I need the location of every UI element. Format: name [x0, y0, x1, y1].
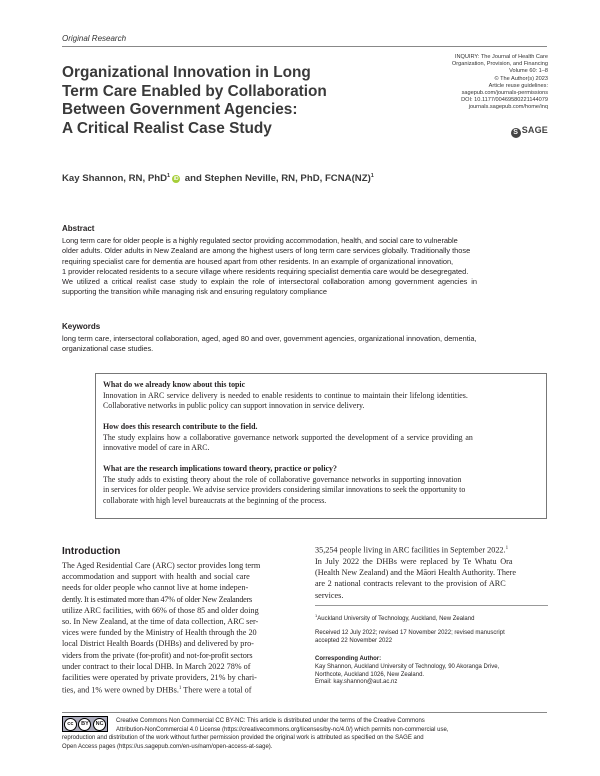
article-title [62, 64, 392, 138]
author-name: Kay Shannon, RN, PhD [62, 173, 168, 185]
journal-info-line: Article reuse guidelines: [488, 82, 548, 89]
section-label: Original Research [62, 34, 127, 43]
key-point-item [103, 464, 541, 506]
email-link[interactable]: Email: kay.shannon@aut.ac.nz [315, 679, 398, 686]
abstract-line: We utilized a critical realist case study to explain the role of intersectoral collaboration among government agencies in [62, 277, 477, 287]
journal-info-line: © The Author(s) 2023 [494, 75, 548, 82]
abstract-heading: Abstract [62, 224, 95, 233]
journal-info-link[interactable]: sagepub.com/journals-permissions [461, 90, 548, 97]
title-line: Between Government Agencies: [62, 101, 298, 118]
body-line: accommodation and support with health and social care [62, 572, 250, 582]
journal-info-line: Organization, Provision, and Financing [451, 61, 548, 68]
body-line: ties, and 1% were owned by DHBs.$^1$ There were a total of [62, 685, 252, 695]
keywords-heading: Keywords [62, 322, 101, 331]
author-separator: and [182, 173, 205, 185]
by-icon: BY [78, 718, 91, 731]
doi-link[interactable]: DOI: 10.1177/00469580221144079 [461, 97, 548, 104]
citation-marker[interactable]: 1 [505, 546, 509, 551]
corresponding-author-heading: Corresponding Author: [315, 656, 382, 662]
body-line: The Aged Residential Care (ARC) sector provides long term [62, 561, 261, 570]
footer-divider [62, 712, 547, 713]
key-point-answer: The study adds to existing theory about the role of collaborative governance networks in supporting innovation in services for older people. We advise service providers considering similar innovations to seek the opportunity to collaborate with high level bureaucrats at the beginning of the process. [103, 474, 466, 505]
key-point-question: How does this research contribute to the field. [103, 422, 258, 431]
body-line: local District Health Boards (DHBs) and delivered by pro- [62, 639, 254, 649]
nc-icon: NC [93, 718, 106, 731]
body-line: are 2 national contracts relevant to the provision of ARC [315, 579, 506, 589]
body-line: needs for older people who cannot live at home indepen- [62, 583, 249, 593]
body-line: so. In New Zealand, at the time of data collection, ARC ser- [62, 617, 259, 627]
keywords-text [62, 334, 544, 355]
introduction-heading: Introduction [62, 546, 121, 557]
affiliation-marker: 1 [167, 173, 171, 179]
sage-logo-icon: S [511, 128, 521, 138]
body-line: facilities were operated by private providers, 21% by chari- [62, 673, 257, 683]
body-line: (Health New Zealand) and the Māori Health Authority. There [315, 568, 516, 578]
journal-info-line: INQUIRY: The Journal of Health Care [454, 54, 548, 60]
keywords-line: long term care, intersectoral collaboration, aged, aged 80 and over, government agencies, organizational innovation, dementia, [62, 334, 477, 343]
citation-marker[interactable]: 1 [178, 686, 182, 692]
title-line: Term Care Enabled by Collaboration [62, 82, 327, 100]
introduction-left-column [62, 560, 294, 696]
key-point-answer: Innovation in ARC service delivery is needed to enable residents to continue to maintain their lifelong identities. Collaborative networks in public policy can support innovation in service delivery. [103, 390, 468, 411]
body-line: under contract to their local DHB. In March 2022 78% of [62, 661, 251, 671]
body-line: dently. It is estimated more than 47% of older New Zealanders [62, 594, 252, 604]
abstract-line: requiring specialist care for dementia are housed apart from other residents. In an example of organizational innovation, [62, 256, 454, 266]
journal-info [373, 54, 548, 112]
abstract-line: Long term care for older people is a highly regulated sector providing accommodation, health, and social care to vulnerable [62, 236, 458, 245]
body-line: vices were funded by the Ministry of Health through the 20 [62, 628, 257, 638]
abstract-line: supporting the transition while managing risk and ensuring regulatory compliance [62, 287, 327, 297]
abstract-line: older adults. Older adults in New Zealand are among the highest users of long term care services globally. Traditionally those [62, 246, 471, 256]
introduction-right-column [315, 543, 547, 601]
footnote-divider [315, 605, 548, 606]
received-dates: Received 12 July 2022; revised 17 November 2022; revised manuscript accepted 22 November 2022 [315, 630, 505, 644]
body-line: services. [315, 590, 344, 600]
title-line: Organizational Innovation in Long [62, 64, 311, 81]
title-line: A Critical Realist Case Study [62, 119, 272, 137]
cc-icon: cc [64, 718, 77, 731]
body-line: 35,254 people living in ARC facilities in September 2022.$^1$ [315, 545, 509, 555]
license-text-continued: reproduction and distribution of the work without further permission provided the original work is attributed as specified on the SAGE and Open Access pages (https://us.sagepub.com/en-us/nam/open-access-at-sage). [62, 735, 424, 750]
abstract-line: 1 provider relocated residents to a secure village where residents requiring specialist dementia care would be desegregated. [62, 266, 469, 276]
orcid-icon[interactable]: iD [173, 176, 179, 183]
body-line: viders from the private (for-profit) and not-for-profit sectors [62, 650, 253, 660]
key-point-item [103, 422, 541, 454]
key-point-question: What do we already know about this topic [103, 380, 246, 389]
key-point-question: What are the research implications toward theory, practice or policy? [103, 464, 337, 473]
body-line: In July 2022 the DHBs were replaced by Te Whatu Ora [315, 556, 513, 566]
cc-by-nc-badge[interactable] [62, 716, 108, 732]
author-list [62, 173, 374, 184]
author-name: Stephen Neville, RN, PhD, FCNA(NZ) [204, 173, 371, 185]
journal-home-link[interactable]: journals.sagepub.com/home/inq [468, 104, 548, 111]
affiliation-footnote: $^1$Auckland University of Technology, Auckland, New Zealand [315, 613, 475, 622]
affiliation-marker: 1 [370, 173, 374, 179]
keywords-line: organizational case studies. [62, 344, 154, 354]
corresponding-author: Corresponding Author: Kay Shannon, Auckland University of Technology, 90 Akoranga Drive, Northcote, Auckland 1026, New Zealand. Email: kay.shannon@aut.ac.nz [315, 656, 500, 686]
sage-logo: S SAGE [511, 125, 548, 138]
abstract-text [62, 236, 544, 298]
journal-info-line: Volume 60: 1–8 [509, 68, 548, 75]
key-point-item [103, 380, 541, 412]
license-text: Creative Commons Non Commercial CC BY-NC: This article is distributed under the terms of the Creative Commons Attribution-NonCommercial 4.0 License (https://creativecommons.org/licenses/by-nc/4.0/) which permits non-commercial use, [116, 718, 449, 733]
header-divider [62, 46, 547, 47]
body-line: utilize ARC facilities, with 66% of those 85 and older doing [62, 605, 259, 615]
key-point-answer: The study explains how a collaborative governance network supported the development of a service providing an innovative model of care in ARC. [103, 432, 473, 453]
